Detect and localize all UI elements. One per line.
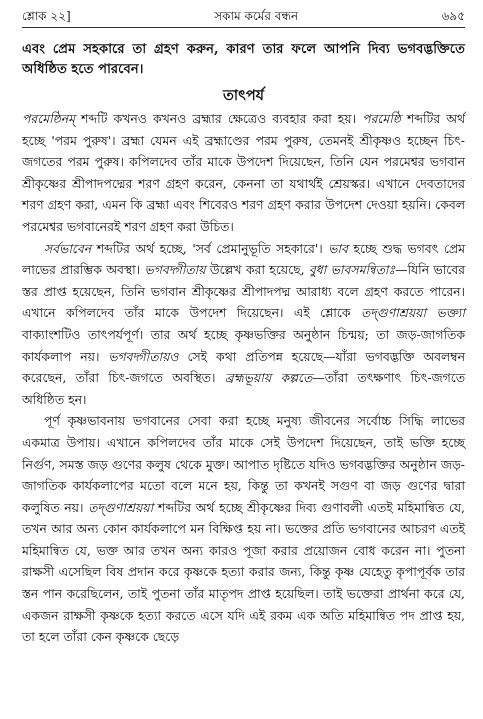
chapter-title: সকাম কর্মের বন্ধন <box>214 9 299 23</box>
text-run: শব্দটি কখনও কখনও ব্রহ্মার ক্ষেত্রেও ব্যবহার করা হয়। <box>74 111 363 126</box>
italic-term: তদ্গুণাশ্রয়য়া ভক্ত্যা <box>361 305 465 321</box>
italic-term: ব্রহ্মভূয়ায় কল্পতে <box>224 370 313 386</box>
text-run: হচ্ছে শুদ্ধ ভগবৎ প্রেম লাভের প্রারম্ভিক অবস্থা। <box>22 240 465 278</box>
page-number: ৬৯৫ <box>441 9 465 23</box>
purport-paragraph <box>22 108 465 238</box>
text-run: শব্দটির অর্থ হচ্ছে শ্রীকৃষ্ণের দিব্য গুণাবলী এতই মহিমান্বিত যে, তখন আর অন্য কোন কার্যকলাপে মন বিক্ষিপ্ত হয় না। ভক্তের প্রতি ভগবানের আচরণ এতই মহিমান্বিত যে, ভক্ত আর তখন অন্য কারও পূজা করার প্রয়োজন বোধ করেন না। পুতনা রাক্ষসী এসেছিল বিষ প্রদান করে কৃষ্ণকে হত্যা করার জন্য, কিন্তু কৃষ্ণ যেহেতু কৃপাপূর্বক তার স্তন পান করেছিলেন, তাই পুতনা তাঁর মাতৃপদ প্রাপ্ত হয়েছিল। তাই ভক্তেরা প্রার্থনা করে যে, একজন রাক্ষসী কৃষ্ণকে হত্যা করতে এসে যদি এই রকম এক অতি মহিমান্বিত পদ প্রাপ্ত হয়, তা হলে তাঁরা কেন কৃষ্ণকে ছেড়ে <box>22 499 465 645</box>
purport-heading: তাৎপর্য <box>222 87 265 104</box>
text-run: সেই কথা প্রতিপন্ন হয়েছে—যাঁরা ভগবদ্ভক্তি অবলম্বন করেছেন, তাঁরা চিৎ-জগতে অবস্থিত। <box>22 348 465 386</box>
purport-body <box>22 108 465 648</box>
italic-term: ভাব <box>328 240 348 256</box>
purport-paragraph <box>22 410 465 648</box>
text-run: শব্দটির অর্থ হচ্ছে 'পরম পুরুষ'। ব্রহ্মা যেমন এই ব্রহ্মাণ্ডের পরম পুরুষ, তেমনই শ্রীকৃষ্ণও হচ্ছেন চিৎ-জগতের পরম পুরুষ। কপিলদেব তাঁর মাকে উপদেশ দিয়েছেন, তিনি যেন পরমেশ্বর ভগবান শ্রীকৃষ্ণের শ্রীপাদপদ্মের শরণ গ্রহণ করেন, কেননা তা যথার্থই শ্রেয়স্কর। এখানে দেবতাদের শরণ গ্রহণ করা, এমন কি ব্রহ্মা এবং শিবেরও শরণ গ্রহণ করার উপদেশ দেওয়া হয়নি। কেবল পরমেশ্বর ভগবানেরই শরণ গ্রহণ করা উচিত। <box>22 111 465 234</box>
verse-translation: এবং প্রেম সহকারে তা গ্রহণ করুন, কারণ তার ফলে আপনি দিব্য ভগবদ্ভক্তিতে অধিষ্ঠিত হতে পারবেন। <box>22 42 465 77</box>
verse-reference: শ্লোক ২২] <box>22 9 71 23</box>
italic-term: ভগবদ্গীতায়ও <box>108 348 179 364</box>
italic-term: পরমেষ্ঠি <box>362 111 401 126</box>
italic-term: সর্বভাবেন <box>44 240 92 256</box>
text-run: পূর্ণ কৃষ্ণভাবনায় ভগবানের সেবা করা হচ্ছে মনুষ্য জীবনের সর্বোচ্চ সিদ্ধি লাভের একমাত্র উপায়। এখানে কপিলদেব তাঁর মাকে সেই উপদেশ দিয়েছেন, তাই ভক্তি হচ্ছে নির্গুণ, সমস্ত জড় গুণের কলুষ থেকে মুক্ত। আপাত দৃষ্টিতে যদিও ভগবদ্ভক্তির অনুষ্ঠান জড়-জাগতিক কার্যকলাপের মতো বলে মনে হয়, কিন্তু তা কখনই সগুণ বা জড় গুণের দ্বারা কলুষিত নয়। <box>22 413 465 515</box>
text-run: শব্দটির অর্থ হচ্ছে, 'সর্ব প্রেমানুভূতি সহকারে'। <box>91 240 329 256</box>
italic-term: ভগবদ্গীতায় <box>144 262 206 278</box>
italic-term: বুধা ভাবসমন্বিতাঃ <box>308 262 396 278</box>
text-run: উল্লেখ করা হয়েছে, <box>205 262 309 278</box>
italic-term: পরমেষ্ঠিনম্ <box>22 111 75 126</box>
running-header <box>22 8 465 28</box>
text-run: —যিনি ভাবের স্তর প্রাপ্ত হয়েছেন, তিনি ভগবান শ্রীকৃষ্ণের শ্রীপাদপদ্ম আরাধ্য বলে গ্রহণ করতে পারেন। এখানে কপিলদেব তাঁর মাকে উপদেশ দিয়েছেন। এই শ্লোকে <box>22 262 465 321</box>
text-run: বাক্যাংশটিও তাৎপর্যপূর্ণ। তার অর্থ হচ্ছে কৃষ্ণভক্তির অনুষ্ঠান চিন্ময়; তা জড়-জাগতিক কার্যকলাপ নয়। <box>22 326 465 364</box>
text-run: —তাঁরা তৎক্ষণাৎ চিৎ-জগতে অধিষ্ঠিত হন। <box>22 370 465 407</box>
purport-paragraph <box>22 238 465 411</box>
italic-term: তদ্গুণাশ্রয়য়া <box>88 499 154 515</box>
